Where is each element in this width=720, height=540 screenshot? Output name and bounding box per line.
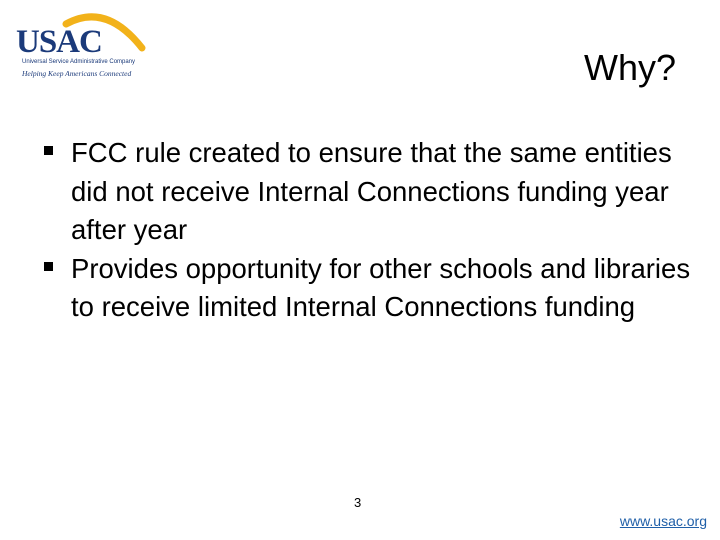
bullet-text: Provides opportunity for other schools and libraries to receive limited Internal Connections funding	[71, 252, 691, 322]
logo-tagline: Helping Keep Americans Connected	[22, 69, 132, 78]
bullet-item	[44, 250, 694, 327]
square-bullet-icon	[44, 262, 53, 271]
square-bullet-icon	[44, 146, 53, 155]
usac-logo	[14, 8, 154, 82]
bullet-text: FCC rule created to ensure that the same entities did not receive Internal Connections funding year after year	[71, 137, 672, 245]
bullet-item	[44, 134, 694, 250]
slide-title: Why?	[583, 47, 676, 88]
page-number: 3	[354, 495, 362, 510]
logo-wordmark: USAC	[16, 24, 102, 60]
logo-subtitle: Universal Service Administrative Company	[22, 59, 136, 65]
website-link[interactable]: www.usac.org	[619, 513, 707, 529]
bullet-list	[44, 134, 694, 327]
